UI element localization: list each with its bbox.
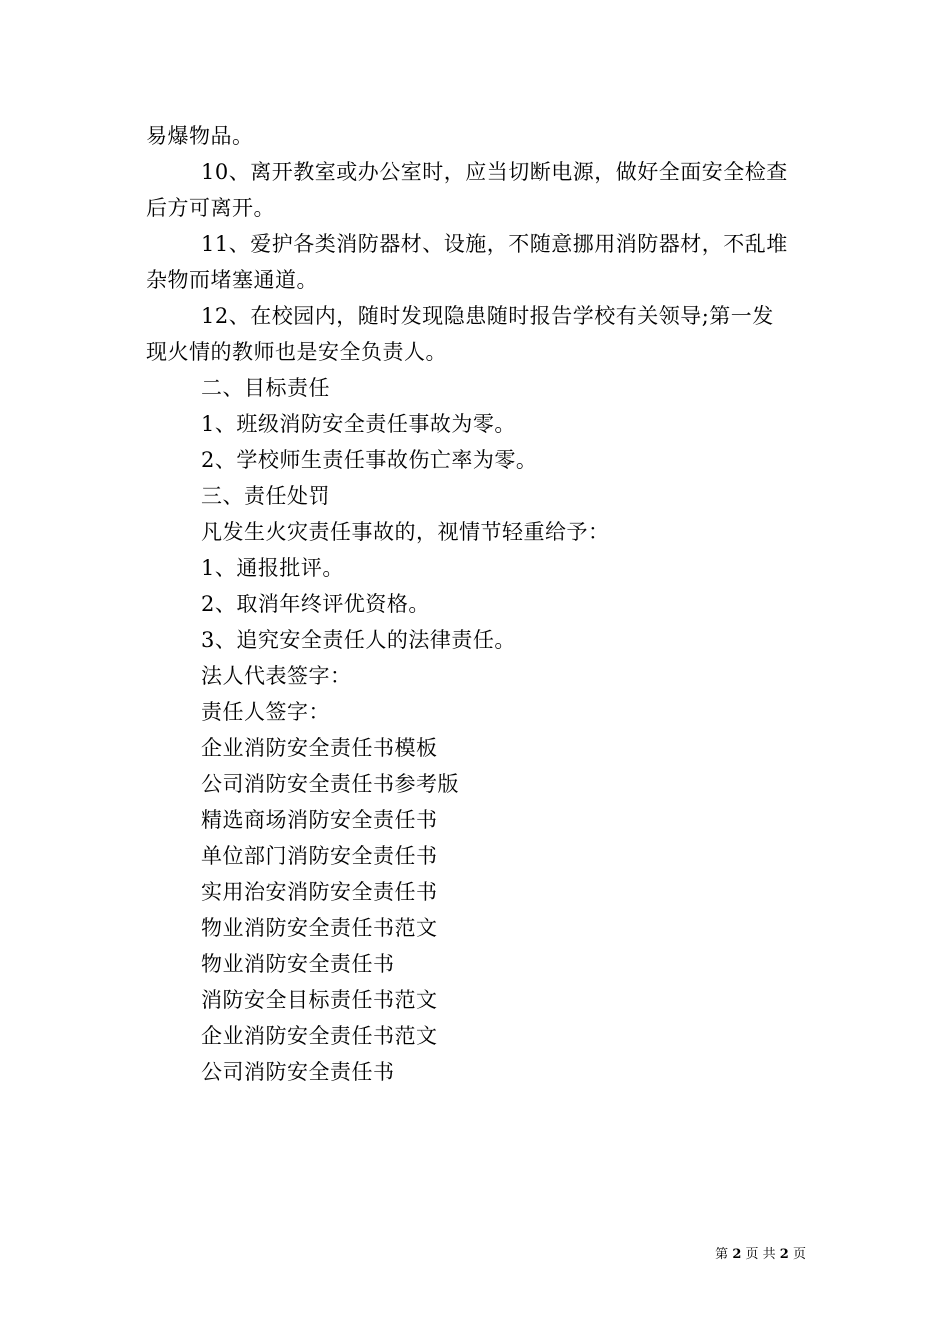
text-line: 2、取消年终评优资格。 [201,592,430,616]
related-title: 企业消防安全责任书范文 [201,1024,438,1048]
related-title: 精选商场消防安全责任书 [201,808,438,832]
signature-label: 责任人签字： [201,700,330,724]
text-line: 现火情的教师也是安全负责人。 [146,340,447,364]
related-title: 消防安全目标责任书范文 [201,988,438,1012]
text-line: 后方可离开。 [146,196,275,220]
text-line: 12、在校园内，随时发现隐患随时报告学校有关领导;第一发 [201,304,774,328]
footer-suffix: 页 [792,1247,806,1262]
related-title: 物业消防安全责任书 [201,952,395,976]
footer-prefix: 第 [715,1247,729,1262]
related-title: 公司消防安全责任书 [201,1060,395,1084]
related-title: 企业消防安全责任书模板 [201,736,438,760]
total-pages-number: 2 [779,1247,789,1262]
text-line: 10、离开教室或办公室时，应当切断电源，做好全面安全检查 [201,160,788,184]
text-line: 凡发生火灾责任事故的，视情节轻重给予： [201,520,610,544]
section-heading: 三、责任处罚 [201,484,330,508]
page-number-footer [715,1246,806,1264]
related-title: 单位部门消防安全责任书 [201,844,438,868]
text-line: 杂物而堵塞通道。 [146,268,318,292]
text-line: 1、通报批评。 [201,556,344,580]
text-line: 易爆物品。 [146,124,254,148]
text-line: 2、学校师生责任事故伤亡率为零。 [201,448,538,472]
text-line: 3、追究安全责任人的法律责任。 [201,628,516,652]
related-title: 实用治安消防安全责任书 [201,880,438,904]
related-title: 公司消防安全责任书参考版 [201,772,459,796]
document-body [146,118,810,1090]
current-page-number: 2 [732,1247,742,1262]
signature-label: 法人代表签字： [201,664,352,688]
text-line: 1、班级消防安全责任事故为零。 [201,412,516,436]
footer-middle: 页 共 [745,1247,776,1262]
text-line: 11、爱护各类消防器材、设施，不随意挪用消防器材，不乱堆 [201,232,788,256]
section-heading: 二、目标责任 [201,376,330,400]
related-title: 物业消防安全责任书范文 [201,916,438,940]
